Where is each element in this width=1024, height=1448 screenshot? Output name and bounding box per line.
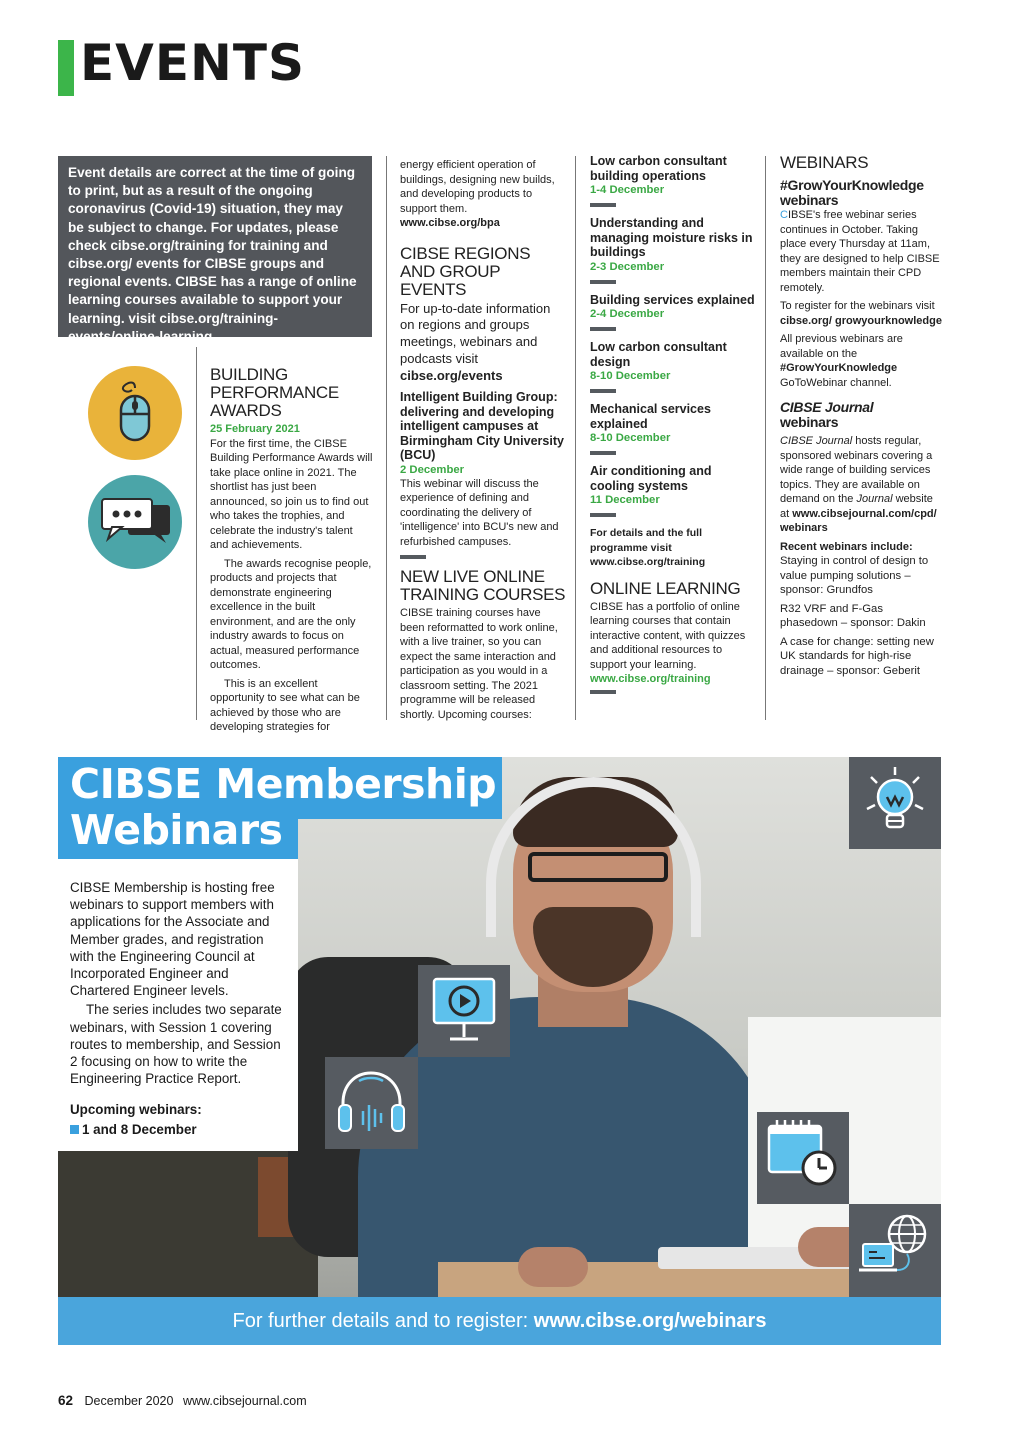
journal-paragraph bbox=[780, 434, 942, 536]
course-item bbox=[590, 293, 758, 332]
photo-hand bbox=[518, 1247, 588, 1287]
page-footer bbox=[58, 1393, 307, 1408]
membership-title-line2: Webinars bbox=[70, 806, 283, 854]
register-text: To register for the webinars visit bbox=[780, 300, 935, 312]
awards-heading: BUILDING PERFORMANCE AWARDS bbox=[210, 365, 339, 420]
journal-link[interactable]: www.cibsejournal.com/cpd/ webinars bbox=[780, 507, 937, 534]
regions-paragraph bbox=[400, 301, 568, 385]
course-date: 1-4 December bbox=[590, 184, 665, 196]
column-awards bbox=[210, 366, 374, 739]
divider-dash bbox=[590, 280, 616, 284]
headphones-tile bbox=[325, 1057, 418, 1149]
mouse-icon bbox=[88, 366, 182, 460]
divider-dash bbox=[590, 451, 616, 455]
notice-link-training[interactable]: cibse.org/training bbox=[110, 237, 225, 253]
mouse-circle bbox=[88, 366, 182, 460]
recent-webinars-heading: Recent webinars include: bbox=[780, 540, 913, 553]
hashtag: #GrowYourKnowledge bbox=[780, 362, 898, 374]
notice-text-2: for training and bbox=[224, 237, 328, 253]
journal-word: Journal bbox=[856, 493, 893, 505]
course-title: Low carbon consultant design bbox=[590, 340, 727, 369]
journal-webinars-word: webinars bbox=[780, 414, 839, 430]
journal-name: CIBSE Journal bbox=[780, 435, 853, 447]
course-item bbox=[590, 216, 758, 284]
course-item bbox=[590, 154, 758, 207]
journal-name: CIBSE Journal bbox=[780, 399, 874, 415]
journal-text-end: website at bbox=[780, 493, 933, 520]
recent-webinar-item: A case for change: setting new UK standards for high-rise drainage – sponsor: Geberit bbox=[780, 635, 934, 677]
awards-paragraph: For the first time, the CIBSE Building Performance Awards will take place online in 2021. The shortlist has just been announced, so join us to find out who takes the trophies, and celebrate the industry's talent and achievements. bbox=[210, 437, 373, 551]
notice-text-1: Event details are correct at the time of going to print, but as a result of the ongoing coronavirus (Covid-19) situation, they may be subject to change. For updates, please check bbox=[68, 165, 356, 253]
course-date: 11 December bbox=[590, 494, 660, 506]
course-item bbox=[590, 340, 758, 393]
previous-text: All previous webinars are available on the bbox=[780, 333, 903, 360]
drop-cap: C bbox=[780, 209, 788, 221]
course-date: 2-3 December bbox=[590, 260, 665, 273]
footer-website[interactable]: www.cibsejournal.com bbox=[182, 1394, 307, 1408]
recent-webinar-item: R32 VRF and F-Gas phasedown – sponsor: Dakin bbox=[780, 602, 926, 629]
course-date: 2-4 December bbox=[590, 308, 665, 320]
column-divider bbox=[196, 347, 197, 720]
column-courses bbox=[590, 154, 758, 703]
chat-circle bbox=[88, 475, 182, 569]
chat-bubbles-icon bbox=[88, 475, 182, 569]
column-divider bbox=[765, 156, 766, 720]
register-paragraph bbox=[780, 299, 942, 328]
divider-dash bbox=[590, 513, 616, 517]
upcoming-webinars-label: Upcoming webinars: bbox=[70, 1102, 202, 1118]
register-cta-bar bbox=[58, 1297, 941, 1345]
course-title: Mechanical services explained bbox=[590, 402, 711, 431]
course-title: Building services explained bbox=[590, 292, 755, 307]
online-learning-heading: ONLINE LEARNING bbox=[590, 578, 741, 598]
lightbulb-tile bbox=[849, 757, 941, 849]
calendar-clock-icon bbox=[757, 1112, 849, 1204]
journal-text: hosts regular, sponsored webinars covering a wide range of building services topics. They are available on demand on the bbox=[780, 435, 933, 505]
notice-text-3: for CIBSE groups and regional events. CIBSE has a range of online learning courses available to support your learning. visit bbox=[68, 256, 357, 326]
upcoming-dates bbox=[70, 1121, 286, 1138]
calendar-tile bbox=[757, 1112, 849, 1204]
register-link[interactable]: cibse.org/ growyourknowledge bbox=[780, 314, 942, 327]
cta-link[interactable]: www.cibse.org/webinars bbox=[533, 1310, 767, 1332]
awards-paragraph: The awards recognise people, products and projects that demonstrate engineering excellence in the built environment, and are the only industry awards to focus on actual, measured performance outcomes. bbox=[210, 557, 372, 671]
divider-dash bbox=[590, 327, 616, 331]
previous-webinars bbox=[780, 332, 942, 390]
issue-date: December 2020 bbox=[84, 1394, 174, 1408]
play-monitor-icon bbox=[418, 965, 510, 1057]
previous-text-end: GoToWebinar channel. bbox=[780, 376, 892, 389]
journal-webinars-heading bbox=[780, 400, 942, 430]
membership-title bbox=[70, 760, 496, 854]
cta-text: For further details and to register: bbox=[232, 1310, 534, 1332]
column-regions bbox=[400, 158, 568, 726]
video-tile bbox=[418, 965, 510, 1057]
course-title: Low carbon consultant building operations bbox=[590, 154, 727, 183]
recent-webinar-item: Staying in control of design to value pumping solutions – sponsor: Grundfos bbox=[780, 555, 929, 596]
grow-knowledge-heading: #GrowYourKnowledge webinars bbox=[780, 177, 924, 208]
globe-laptop-icon bbox=[849, 1204, 941, 1297]
notice-link-events[interactable]: cibse.org/ events bbox=[68, 256, 180, 272]
notice-link-online-learning[interactable]: cibse.org/training-events/online-learning bbox=[68, 310, 278, 344]
upcoming-dates-text: 1 and 8 December bbox=[82, 1121, 197, 1137]
training-heading: NEW LIVE ONLINE TRAINING COURSES bbox=[400, 567, 566, 605]
bpa-text: energy efficient operation of buildings, designing new builds, and developing products to support them. bbox=[400, 159, 555, 215]
course-item bbox=[590, 402, 758, 455]
page-title: EVENTS bbox=[80, 34, 305, 92]
webinars-heading: WEBINARS bbox=[780, 153, 869, 172]
course-title: Air conditioning and cooling systems bbox=[590, 464, 712, 493]
lightbulb-icon bbox=[849, 757, 941, 849]
course-date: 8-10 December bbox=[590, 370, 671, 382]
divider-dash bbox=[590, 203, 616, 207]
online-learning-link[interactable]: www.cibse.org/training bbox=[590, 673, 711, 685]
event-date: 2 December bbox=[400, 463, 465, 476]
webinars-text: IBSE's free webinar series continues in October. Taking place every Thursday at 11am, they are designed to help CIBSE members maintain their CPD remotely. bbox=[780, 209, 940, 294]
regions-heading: CIBSE REGIONS AND GROUP EVENTS bbox=[400, 243, 531, 299]
bpa-link[interactable]: www.cibse.org/bpa bbox=[400, 217, 500, 229]
divider-dash bbox=[590, 389, 616, 393]
column-divider bbox=[575, 156, 576, 720]
webinars-paragraph bbox=[780, 208, 942, 295]
regions-link[interactable]: cibse.org/events bbox=[400, 367, 503, 383]
online-learning-text: CIBSE has a portfolio of online learning courses that contain interactive content, with quizzes and additional resources to support your learning. bbox=[590, 600, 746, 671]
regions-text: For up-to-date information on regions and groups meetings, webinars and podcasts visit bbox=[400, 300, 551, 366]
course-date: 8-10 December bbox=[590, 432, 671, 444]
course-item bbox=[590, 464, 758, 517]
bpa-paragraph bbox=[400, 158, 568, 231]
event-description: This webinar will discuss the experience of defining and coordinating the delivery of 'intelligence' into BCU's new and refurbished campuses. bbox=[400, 477, 559, 548]
divider-dash bbox=[400, 555, 426, 559]
membership-text-box bbox=[58, 859, 298, 1151]
awards-date: 25 February 2021 bbox=[210, 423, 300, 435]
notice-box bbox=[58, 156, 372, 344]
page-number: 62 bbox=[58, 1393, 74, 1408]
header-accent-bar bbox=[58, 40, 74, 96]
bullet-square bbox=[70, 1125, 79, 1134]
courses-details[interactable]: For details and the full programme visit www.cibse.org/training bbox=[590, 527, 706, 568]
course-title: Understanding and managing moisture risks in buildings bbox=[590, 216, 753, 259]
divider-dash bbox=[590, 690, 616, 694]
awards-paragraph: This is an excellent opportunity to see what can be achieved by those who are developing strategies for bbox=[210, 677, 360, 733]
membership-title-line1: CIBSE Membership bbox=[70, 760, 497, 808]
column-divider bbox=[386, 156, 387, 720]
membership-paragraph: The series includes two separate webinars, with Session 1 covering routes to membership, and Session 2 focusing on how to write the Engineering Practice Report. bbox=[70, 1002, 282, 1087]
event-title: Intelligent Building Group: delivering and developing intelligent campuses at Birmingham City University (BCU) bbox=[400, 390, 564, 463]
training-paragraph: CIBSE training courses have been reformatted to work online, with a live trainer, so you can expect the same interaction and participation as you would in a classroom setting. The 2021 programme will be released shortly. Upcoming courses: bbox=[400, 607, 558, 721]
membership-paragraph: CIBSE Membership is hosting free webinars to support members with applications for the Associate and Member grades, and registration with the Engineering Council at Incorporated Engineer and Chartered Engineer levels. bbox=[70, 880, 275, 999]
column-webinars bbox=[780, 154, 942, 682]
globe-tile bbox=[849, 1204, 941, 1297]
headphones-icon bbox=[325, 1057, 418, 1149]
